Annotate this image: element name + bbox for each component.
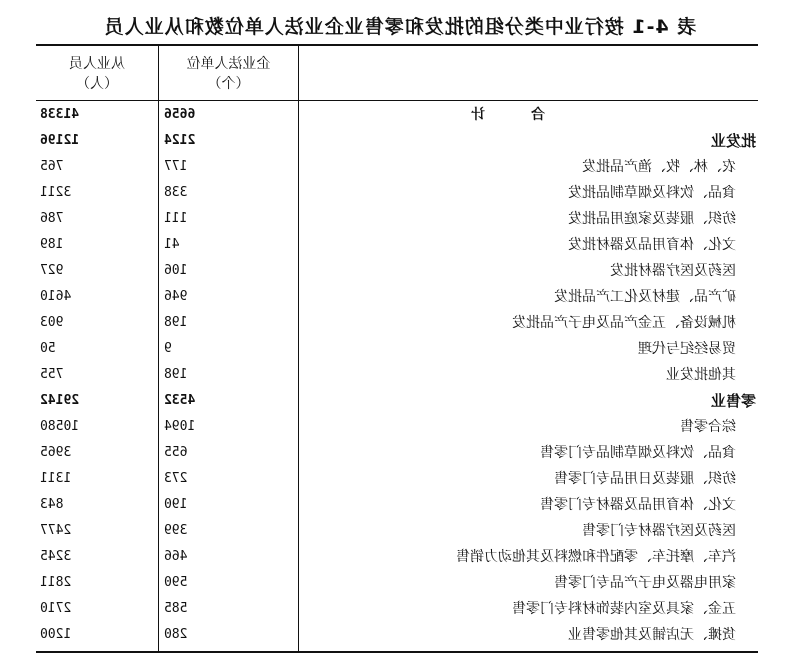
row-label: 纺织、服装及家庭用品批发 bbox=[568, 211, 736, 227]
row-label: 综合零售 bbox=[680, 419, 736, 435]
row-employees-value: 765 bbox=[40, 159, 64, 174]
row-employees-value: 1200 bbox=[40, 627, 72, 642]
header-employees-line1: 从业人员 bbox=[69, 56, 125, 72]
row-employees-value: 10580 bbox=[40, 419, 80, 434]
row-units-value: 9 bbox=[164, 341, 172, 356]
row-units-value: 4532 bbox=[164, 393, 196, 408]
row-label: 文化、体育用品及器材专门零售 bbox=[540, 497, 736, 513]
row-units-value: 399 bbox=[164, 523, 188, 538]
row-units-value: 280 bbox=[164, 627, 188, 642]
row-units-value: 1094 bbox=[164, 419, 196, 434]
row-employees-value: 755 bbox=[40, 367, 64, 382]
row-employees-value: 50 bbox=[40, 341, 56, 356]
row-label: 医药及医疗器材批发 bbox=[610, 263, 736, 279]
row-employees-value: 29142 bbox=[40, 393, 80, 408]
row-employees-value: 4610 bbox=[40, 289, 72, 304]
top-rule bbox=[36, 44, 758, 46]
header-units-line1: 企业法人单位 bbox=[186, 56, 271, 72]
row-label: 医药及医疗器材专门零售 bbox=[582, 523, 736, 539]
row-label: 纺织、服装及日用品专门零售 bbox=[554, 471, 736, 487]
row-employees-value: 903 bbox=[40, 315, 64, 330]
column-separator-2 bbox=[158, 45, 159, 651]
row-employees-value: 927 bbox=[40, 263, 64, 278]
row-label: 汽车、摩托车、零配件和燃料及其他动力销售 bbox=[456, 549, 736, 565]
row-label: 五金、家具及室内装饰材料专门零售 bbox=[512, 601, 736, 617]
row-employees-value: 3965 bbox=[40, 445, 72, 460]
row-units-value: 273 bbox=[164, 471, 188, 486]
column-separator-1 bbox=[298, 45, 299, 651]
row-employees-value: 1311 bbox=[40, 471, 72, 486]
row-label: 机械设备、五金产品及电子产品批发 bbox=[512, 315, 736, 331]
row-employees-value: 786 bbox=[40, 211, 64, 226]
row-units-value: 198 bbox=[164, 367, 188, 382]
row-units-value: 6656 bbox=[164, 107, 196, 122]
row-label: 合 计 bbox=[465, 107, 545, 123]
row-label: 食品、饮料及烟草制品专门零售 bbox=[540, 445, 736, 461]
row-units-value: 590 bbox=[164, 575, 188, 590]
row-employees-value: 3245 bbox=[40, 549, 72, 564]
row-units-value: 41 bbox=[164, 237, 180, 252]
row-employees-value: 2710 bbox=[40, 601, 72, 616]
row-employees-value: 41338 bbox=[40, 107, 80, 122]
row-units-value: 111 bbox=[164, 211, 188, 226]
row-units-value: 585 bbox=[164, 601, 188, 616]
row-employees-value: 12196 bbox=[40, 133, 80, 148]
row-label: 文化、体育用品及器材批发 bbox=[568, 237, 736, 253]
row-units-value: 190 bbox=[164, 497, 188, 512]
header-units bbox=[159, 54, 298, 94]
row-employees-value: 189 bbox=[40, 237, 64, 252]
row-employees-value: 843 bbox=[40, 497, 64, 512]
row-employees-value: 2477 bbox=[40, 523, 72, 538]
row-label: 货摊、无店铺及其他零售业 bbox=[568, 627, 736, 643]
row-label: 家用电器及电子产品专门零售 bbox=[554, 575, 736, 591]
row-employees-value: 3211 bbox=[40, 185, 72, 200]
row-label: 其他批发业 bbox=[666, 367, 736, 383]
row-units-value: 946 bbox=[164, 289, 188, 304]
row-label: 贸易经纪与代理 bbox=[638, 341, 736, 357]
row-units-value: 177 bbox=[164, 159, 188, 174]
row-units-value: 198 bbox=[164, 315, 188, 330]
header-units-line2: （个） bbox=[207, 76, 250, 92]
row-units-value: 2124 bbox=[164, 133, 196, 148]
bottom-rule bbox=[36, 651, 758, 653]
row-label: 食品、饮料及烟草制品批发 bbox=[568, 185, 736, 201]
header-employees bbox=[36, 54, 158, 94]
header-rule bbox=[36, 100, 758, 101]
row-units-value: 466 bbox=[164, 549, 188, 564]
table-title: 表 4-1 按行业中类分组的批发和零售业企业法人单位数和从业人员 bbox=[103, 16, 697, 38]
row-label: 批发业 bbox=[710, 132, 756, 150]
row-units-value: 655 bbox=[164, 445, 188, 460]
header-employees-line2: （人） bbox=[76, 76, 118, 92]
row-units-value: 338 bbox=[164, 185, 188, 200]
row-label: 矿产品、建材及化工产品批发 bbox=[554, 289, 736, 305]
row-units-value: 106 bbox=[164, 263, 188, 278]
row-label: 农、林、牧、渔产品批发 bbox=[582, 159, 736, 175]
row-employees-value: 2811 bbox=[40, 575, 72, 590]
row-label: 零售业 bbox=[710, 392, 756, 410]
